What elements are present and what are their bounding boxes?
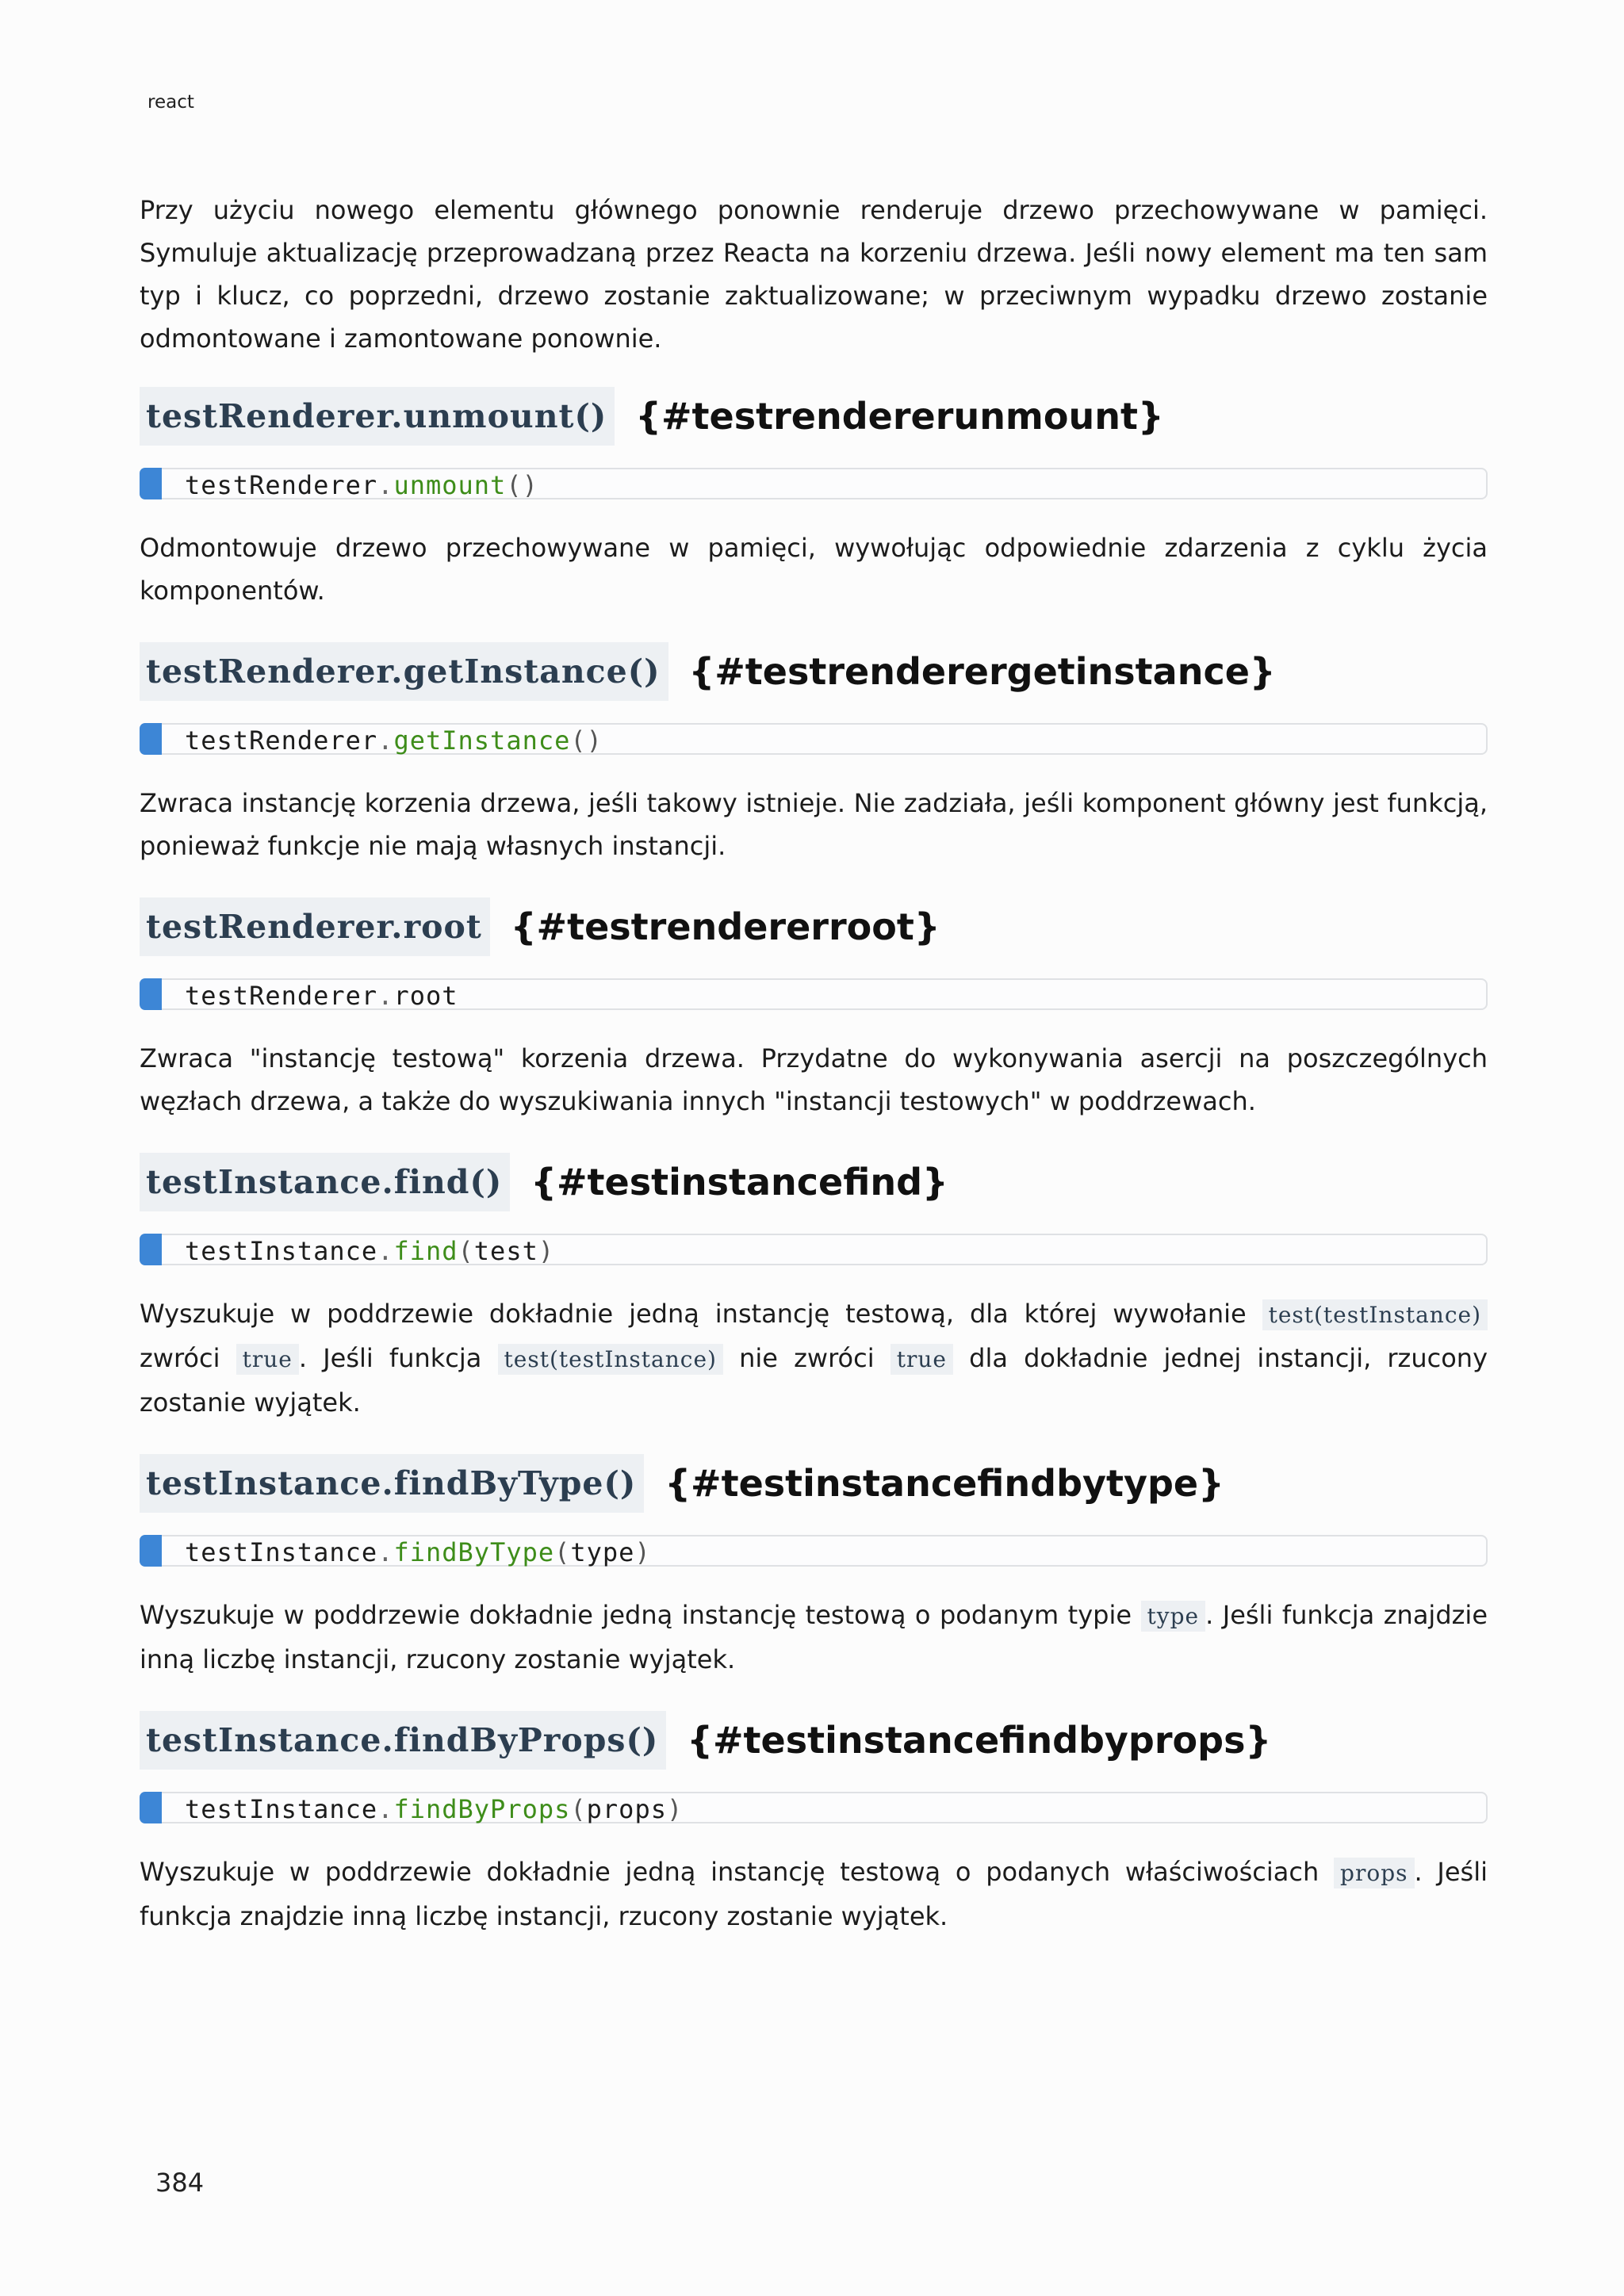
description-find bbox=[140, 1292, 1488, 1424]
text: dla dokładnie jednej instancji, rzucony zostanie wyjątek. bbox=[140, 1343, 1488, 1418]
description-unmount: Odmontowuje drzewo przechowywane w pamięci, wywołując odpowiednie zdarzenia z cyklu życia komponentów. bbox=[140, 533, 1488, 606]
inline-code: props bbox=[1334, 1858, 1414, 1888]
inline-code: type bbox=[1141, 1601, 1206, 1632]
code-paren-close: ) bbox=[634, 1537, 651, 1567]
code-paren-open: ( bbox=[554, 1537, 571, 1567]
running-header: react bbox=[147, 92, 194, 113]
code-block-marker bbox=[140, 978, 162, 1010]
heading-anchor: {#testinstancefindbyprops} bbox=[687, 1719, 1272, 1762]
code-argument: type bbox=[570, 1537, 635, 1567]
code-block-marker bbox=[140, 1535, 162, 1567]
description-getinstance: Zwraca instancję korzenia drzewa, jeśli takowy istnieje. Nie zadziała, jeśli komponent główny jest funkcją, ponieważ funkcje nie mają własnych instancji. bbox=[140, 788, 1488, 861]
text: Wyszukuje w poddrzewie dokładnie jedną instancję testową o podanym typie bbox=[140, 1600, 1141, 1630]
heading-code: testInstance.findByProps() bbox=[140, 1711, 666, 1770]
text: . Jeśli funkcja znajdzie inną liczbę instancji, rzucony zostanie wyjątek. bbox=[140, 1600, 1488, 1674]
section-heading-findbytype bbox=[140, 1454, 1488, 1513]
code-method: findByType bbox=[393, 1537, 555, 1567]
code-object: testRenderer bbox=[185, 470, 378, 500]
heading-anchor: {#testrenderergetinstance} bbox=[688, 650, 1276, 693]
description-findbyprops bbox=[140, 1850, 1488, 1938]
code-method: getInstance bbox=[393, 725, 571, 756]
section-heading-getinstance bbox=[140, 642, 1488, 701]
inline-code: test(testInstance) bbox=[498, 1344, 723, 1375]
code-property: root bbox=[393, 981, 458, 1011]
code-dot: . bbox=[377, 1236, 394, 1266]
code-block-marker bbox=[140, 1792, 162, 1823]
page-number: 384 bbox=[155, 2168, 205, 2198]
code-block-findbyprops bbox=[140, 1792, 1488, 1823]
code-argument: props bbox=[586, 1794, 667, 1824]
heading-code: testRenderer.getInstance() bbox=[140, 642, 668, 701]
heading-code: testRenderer.root bbox=[140, 897, 490, 956]
code-paren-close: ) bbox=[666, 1794, 684, 1824]
code-object: testInstance bbox=[185, 1537, 378, 1567]
code-dot: . bbox=[377, 1537, 394, 1567]
code-paren-close: ) bbox=[522, 470, 538, 500]
description-root: Zwraca "instancję testową" korzenia drzewa. Przydatne do wykonywania asercji na poszczególnych węzłach drzewa, a także do wyszukiwania innych "instancji testowych" w poddrzewach. bbox=[140, 1043, 1488, 1116]
code-block-find bbox=[140, 1234, 1488, 1265]
code-dot: . bbox=[377, 725, 394, 756]
code-object: testRenderer bbox=[185, 725, 378, 756]
code-paren-open: ( bbox=[506, 470, 523, 500]
code-dot: . bbox=[377, 981, 394, 1011]
code-block-findbytype bbox=[140, 1535, 1488, 1567]
code-paren-close: ) bbox=[538, 1236, 555, 1266]
heading-code: testInstance.find() bbox=[140, 1153, 510, 1211]
code-block-marker bbox=[140, 723, 162, 755]
section-heading-find bbox=[140, 1153, 1488, 1211]
heading-code: testInstance.findByType() bbox=[140, 1454, 644, 1513]
code-argument: test bbox=[473, 1236, 538, 1266]
inline-code: true bbox=[236, 1344, 299, 1375]
text: nie zwróci bbox=[722, 1343, 891, 1373]
code-block-getinstance bbox=[140, 723, 1488, 755]
code-block-marker bbox=[140, 468, 162, 499]
inline-code: true bbox=[891, 1344, 953, 1375]
page-content bbox=[140, 189, 1488, 1938]
heading-anchor: {#testinstancefind} bbox=[530, 1161, 948, 1203]
code-object: testInstance bbox=[185, 1236, 378, 1266]
code-block-marker bbox=[140, 1234, 162, 1265]
text: zwróci bbox=[140, 1343, 236, 1373]
code-block-root bbox=[140, 978, 1488, 1010]
code-object: testRenderer bbox=[185, 981, 378, 1011]
text: . Jeśli funkcja znajdzie inną liczbę instancji, rzucony zostanie wyjątek. bbox=[140, 1857, 1488, 1931]
code-block-unmount bbox=[140, 468, 1488, 499]
text: Wyszukuje w poddrzewie dokładnie jedną instancję testową, dla której wywołanie bbox=[140, 1299, 1262, 1329]
intro-paragraph: Przy użyciu nowego elementu głównego ponownie renderuje drzewo przechowywane w pamięci. Symuluje aktualizację przeprowadzaną przez Reacta na korzeniu drzewa. Jeśli nowy element ma ten sam typ i klucz, co poprzedni, drzewo zostanie zaktualizowane; w przeciwnym wypadku drzewo zostanie odmontowane i zamontowane ponownie. bbox=[140, 195, 1488, 354]
section-heading-findbyprops bbox=[140, 1711, 1488, 1770]
code-dot: . bbox=[377, 470, 394, 500]
heading-code: testRenderer.unmount() bbox=[140, 387, 615, 446]
code-method: findByProps bbox=[393, 1794, 571, 1824]
heading-anchor: {#testrendererroot} bbox=[510, 905, 940, 948]
heading-anchor: {#testinstancefindbytype} bbox=[665, 1462, 1224, 1505]
code-object: testInstance bbox=[185, 1794, 378, 1824]
heading-anchor: {#testrendererunmount} bbox=[635, 395, 1164, 438]
section-heading-unmount bbox=[140, 387, 1488, 446]
code-dot: . bbox=[377, 1794, 394, 1824]
code-paren-open: ( bbox=[570, 1794, 587, 1824]
section-heading-root bbox=[140, 897, 1488, 956]
code-method: unmount bbox=[393, 470, 507, 500]
text: . Jeśli funkcja bbox=[298, 1343, 498, 1373]
description-findbytype bbox=[140, 1594, 1488, 1681]
code-paren-open: ( bbox=[458, 1236, 474, 1266]
code-paren-close: ) bbox=[586, 725, 603, 756]
inline-code: test(testInstance) bbox=[1262, 1299, 1488, 1330]
code-paren-open: ( bbox=[570, 725, 587, 756]
code-method: find bbox=[393, 1236, 458, 1266]
text: Wyszukuje w poddrzewie dokładnie jedną instancję testową o podanych właściwościach bbox=[140, 1857, 1335, 1887]
